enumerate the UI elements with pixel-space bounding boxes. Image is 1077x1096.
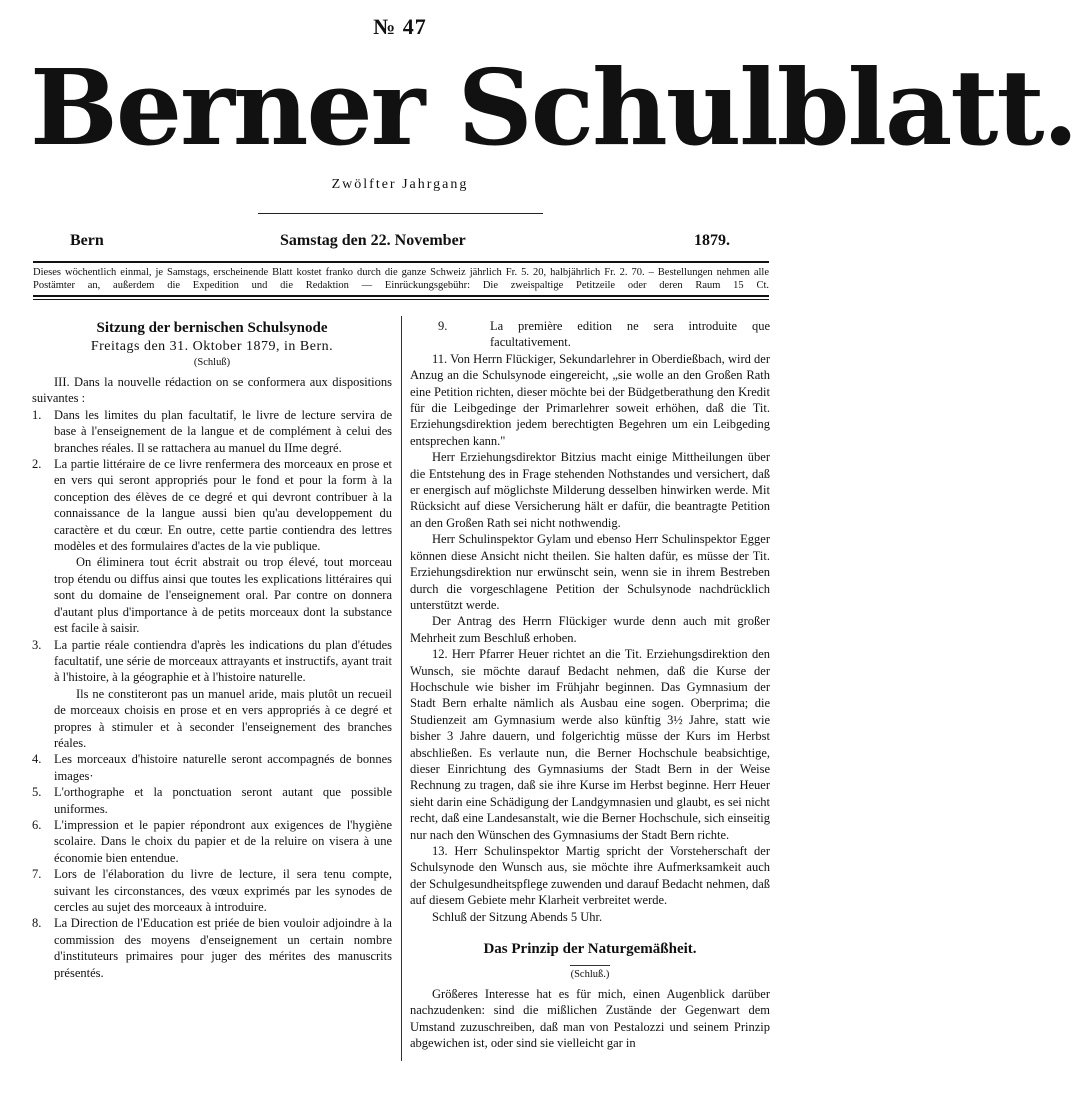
list-item [410,318,770,351]
article-subtitle: Freitags den 31. Oktober 1879, in Bern. [90,339,334,354]
paragraph: 11. Von Herrn Flückiger, Sekundarlehrer in Oberdießbach, wird der Anzug an die Schulsynode eingereicht, „sie wolle an den Großen Rath eine Petition richten, dieser möchte bei der Büdgetberathung den Kredit für die Leibgedinge der Primarlehrer soweit erhöhen, daß die Tit. Erziehungsdirektion jedem berechtigten Begehren um ein Leibgeding entsprechen kann." [410,351,770,448]
paragraph: Herr Erziehungsdirektor Bitzius macht einige Mittheilungen über die Entstehung des in Frage stehenden Nothstandes und versichert, daß er energisch auf möglichste Milderung desselben hinwirken werde. Mit Rücksicht auf diese Versicherung hält er dafür, die beantragte Petition an den Großen Rath sei nicht nothwendig. [410,450,770,530]
item-text: La Direction de l'Education est priée de bien vouloir adjoindre à la commission des moyens d'enseignement un certain nombre d'instituteurs primaires pour juger des mérites des manuscrits présentés. [54,916,392,980]
place-name: Bern [70,232,104,249]
title-rule [258,213,543,214]
list-item [32,817,392,866]
paragraph: 13. Herr Schulinspektor Martig spricht der Vorsteherschaft der Schulsynode den Wunsch aus, sie möchte ihre Aufmerksamkeit auch der Schulgesundheitspflege zuwenden und darauf Bedacht nehmen, daß auf diesem Gebiete mehr Klarheit verbreitet werde. [410,844,770,908]
continuation-note: (Schluß.) [570,969,610,981]
title-underline [570,965,610,966]
list-item [32,407,392,456]
list-item [32,637,392,686]
item-text: Lors de l'élaboration du livre de lecture, il sera tenu compte, suivant les circonstances, des vœux exprimés par les synodes de cercles au sujet des morceaux à introduire. [54,867,392,914]
item-number: 4. [32,752,42,767]
header-rule-bottom [33,295,769,297]
paragraph: Der Antrag des Herrn Flückiger wurde denn auch mit großer Mehrheit zum Beschluß erhoben. [410,614,770,645]
item-number: 8. [32,916,42,931]
newspaper-title: Berner Schulblatt. [30,46,1077,169]
header-rule-top [33,261,769,263]
item-continuation: On éliminera tout écrit abstrait ou trop élevé, tout morceau trop étendu ou diffus ainsi que toutes les explications littéraires qui sont du domaine de l'enseignement oral. Par contre on donnera d'autant plus d'importance à de petits morceaux dont la substance est facile à saisir. [54,555,392,636]
issue-number: № 47 [373,14,427,39]
issue-year: 1879. [694,232,730,249]
left-column [32,318,392,981]
item-number: 1. [32,407,42,422]
list-item [32,915,392,981]
dateline [70,232,730,254]
paragraph: 12. Herr Pfarrer Heuer richtet an die Tit. Erziehungsdirektion den Wunsch, sie möchte darauf Bedacht nehmen, daß die Kurse der Hochschule wie bisher im Frühjahr beginnen. Das Gymnasium der Stadt Bern erhalte nämlich als Ausbau eine sogen. Oberprima; die Studienzeit am Gymnasium werde also künftig 3½ Jahre, statt wie bisher 3 Jahre dauern, und folgerichtig müsse der Kurs im Herbst abschließen. Es verlaute nun, die Berner Hochschule beabsichtige, dieser Einrichtung des Gymnasiums der Stadt Bern in der Weise Rechnung zu tragen, daß sie ihre Kurse im Herbst beginne. Herr Heuer sieht darin eine Schädigung der Landgymnasien und glaubt, es sei nicht recht, daß eine Landesanstalt, wie die Berner Hochschule, sich einseitig nur nach den Wünschen des Gymnasiums der Stadt Bern richte. [410,647,770,842]
item-number: 7. [32,867,42,882]
item-text: Les morceaux d'histoire naturelle seront accompagnés de bonnes images· [54,752,392,783]
list-item [32,866,392,915]
item-number: 2. [32,457,42,472]
paragraph: Größeres Interesse hat es für mich, einen Augenblick darüber nachzudenken: sind die mißlichen Zustände der Gegenwart dem Umstand zuzuschreiben, daß man von Pestalozzi und seinem Prinzip abgewichen ist, oder sind sie vielleicht gar in [410,987,770,1051]
subscription-notice: Dieses wöchentlich einmal, je Samstags, erscheinende Blatt kostet franko durch die ganze Schweiz jährlich Fr. 5. 20, halbjährlich Fr. 2. 70. – Bestellungen nehmen alle Postämter an, außerdem die Expedition und die Redaktion — Einrückungsgebühr: Die zweispaltige Petitzeile oder deren Raum 15 Ct. [33,267,769,291]
item-text: La partie littéraire de ce livre renfermera des morceaux en prose et en vers qui seront appropriés pour le fond et pour la form à la conception des élèves de ce degré et qui devront contribuer à la connaissance de la langue aussi bien qu'au developpement du caractère et du cœur. En outre, cette partie contiendra des lettres modèles et des formulaires d'actes de la vie publique. [54,457,392,554]
item-number: 6. [32,817,42,832]
paragraph: Herr Schulinspektor Gylam und ebenso Herr Schulinspektor Egger können diese Ansicht nicht theilen. Sie halten dafür, es müsse der Tit. Erziehungsdirektion nur erwünscht sein, wenn sie in ihrem Bestreben durch die vorgeschlagene Petition der Schulsynode nachdrücklich unterstützt werde. [410,532,770,612]
list-item [32,456,392,554]
paragraph: Schluß der Sitzung Abends 5 Uhr. [432,909,603,924]
item-number: 9. [438,319,448,333]
header-rule-bottom-thin [33,299,769,300]
right-column [410,318,770,1052]
item-number: 3. [32,637,42,652]
list-item [32,751,392,784]
item-text: La partie réale contiendra d'après les indications du plan d'études facultatif, une série de morceaux attrayants et instructifs, ayant trait à l'histoire, à la géographie et à l'histoire naturelle. [54,637,392,685]
item-continuation: Ils ne constiteront pas un manuel aride, mais plutôt un recueil de morceaux choisis en prose et en vers appropriés à ce degré et propres à stimuler et à seconder l'enseignement des branches réales. [54,686,392,750]
item-text: L'orthographe et la ponctuation seront autant que possible uniformes. [54,785,392,816]
volume-label: Zwölfter Jahrgang [331,177,469,192]
column-divider [401,316,402,1061]
item-text: L'impression et le papier répondront aux exigences de l'hygiène scolaire. Dans le choix du papier et de la reluire on visera à une économie bien entendue. [54,817,392,865]
article-title: Das Prinzip der Naturgemäßheit. [483,941,697,958]
issue-date: Samstag den 22. November [280,232,466,249]
item-text: La première edition ne sera introduite que facultativement. [490,319,770,350]
intro-paragraph: III. Dans la nouvelle rédaction on se conformera aux dispositions suivantes : [32,375,392,406]
list-item [32,784,392,817]
article-title: Sitzung der bernischen Schulsynode [96,320,328,336]
item-text: Dans les limites du plan facultatif, le livre de lecture servira de base à l'enseignement de la langue et de complément à celui des branches réales. Il se rattachera au manuel du IIme degré. [54,407,392,455]
continuation-note: (Schluß) [193,357,231,368]
item-number: 5. [32,785,42,800]
